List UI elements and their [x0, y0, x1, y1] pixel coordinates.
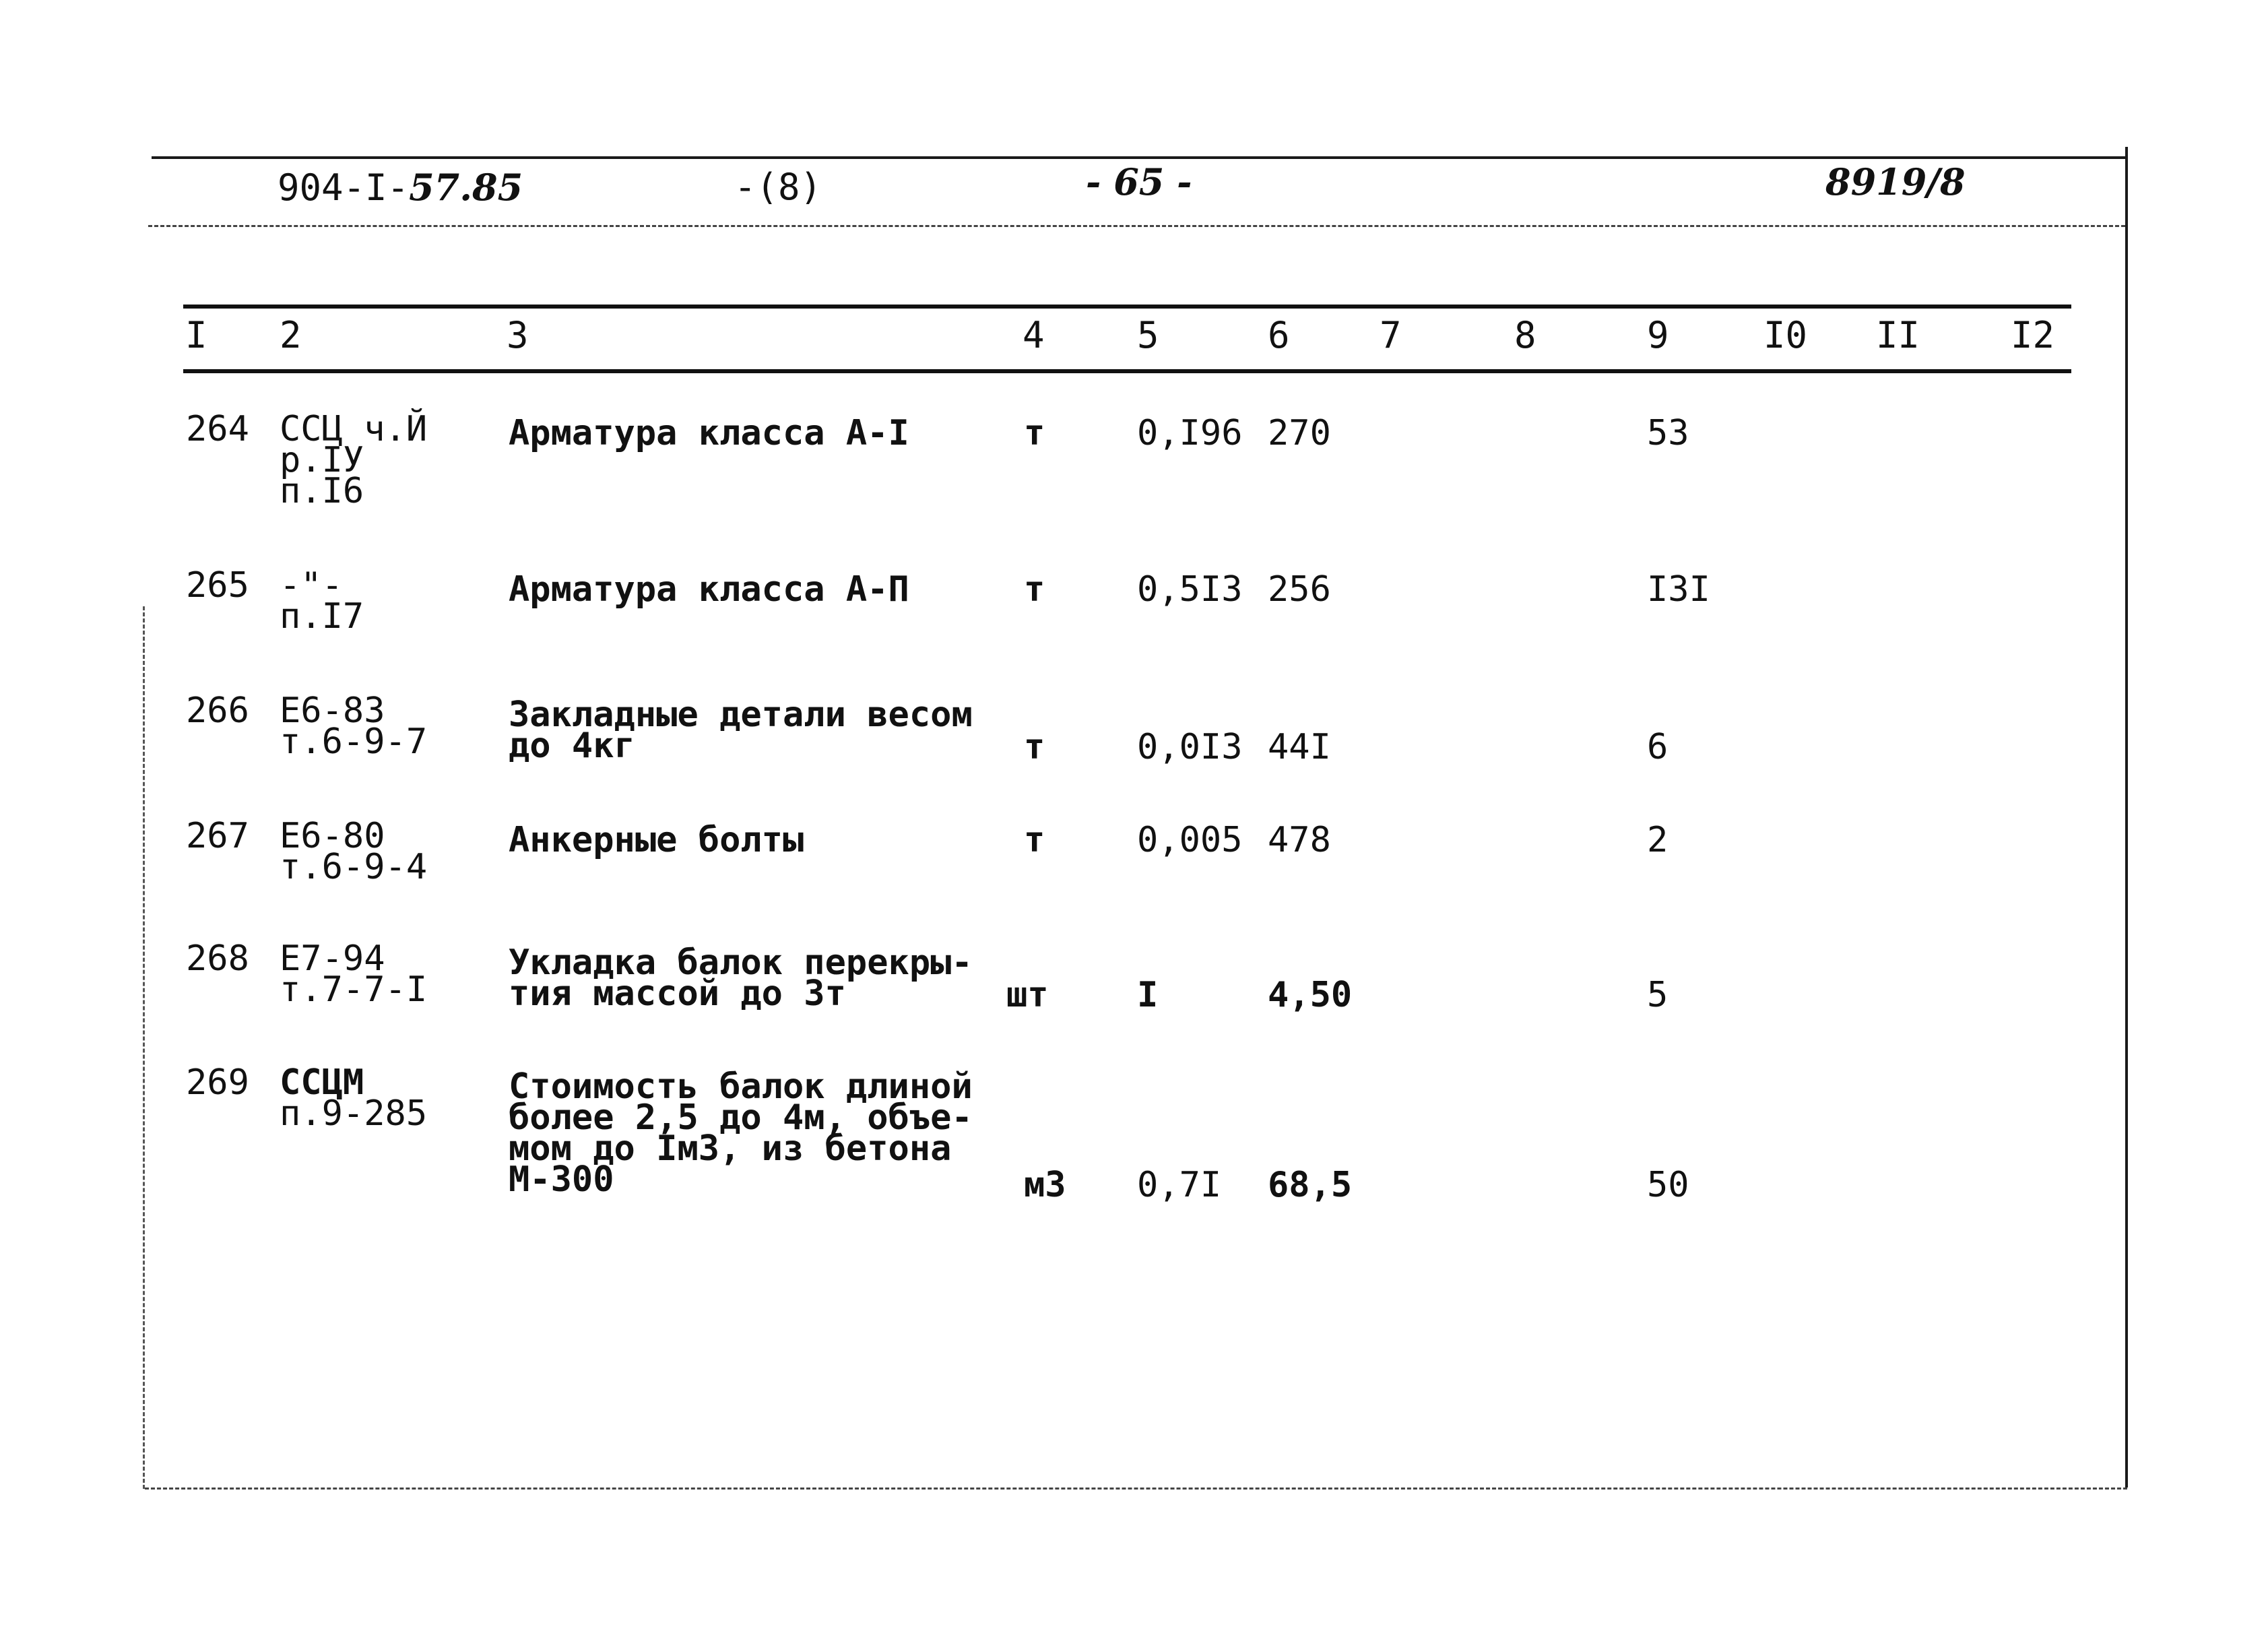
archive-number: 8919/8	[1825, 160, 1966, 203]
row-267-quantity: 0,005	[1137, 820, 1243, 860]
row-268-source	[280, 938, 428, 1010]
table-header-rule	[183, 369, 2071, 373]
column-header-9: 9	[1647, 314, 1669, 356]
row-266-quantity: 0,0І3	[1137, 727, 1243, 767]
row-267-source	[280, 816, 428, 887]
row-264-quantity: 0,І96	[1137, 413, 1243, 453]
column-header-10: I0	[1763, 314, 1808, 356]
row-265-unit: т	[1024, 569, 1045, 610]
name-line: Закладные детали весом	[509, 695, 973, 735]
source-line: т.6-9-7	[280, 722, 428, 762]
row-264-number: 264	[186, 409, 249, 449]
name-line: более 2,5 до 4м, объе-	[509, 1097, 973, 1138]
name-line: Анкерные болты	[509, 820, 804, 860]
table-top-rule	[183, 305, 2071, 309]
name-line: Стоимость балок длиной	[509, 1066, 973, 1107]
name-line: М-300	[509, 1159, 614, 1200]
name-line: Укладка балок перекры-	[509, 942, 973, 983]
source-line: п.І7	[280, 596, 364, 637]
row-266-name	[509, 695, 973, 766]
row-265-total: І3І	[1647, 569, 1710, 610]
row-264-source	[280, 409, 428, 511]
column-header-2: 2	[280, 314, 302, 356]
row-268-total: 5	[1647, 975, 1668, 1015]
column-header-12: I2	[2011, 314, 2055, 356]
row-269-name	[509, 1066, 973, 1200]
column-header-3: 3	[507, 314, 529, 356]
document-code	[278, 167, 523, 208]
column-header-11: II	[1876, 314, 1920, 356]
column-header-6: 6	[1268, 314, 1290, 356]
row-269-source	[280, 1062, 428, 1134]
row-264-price: 270	[1268, 413, 1331, 453]
row-268-price: 4,50	[1268, 975, 1353, 1015]
header-separator-line	[148, 225, 2125, 227]
frame-right-line	[2125, 147, 2128, 1488]
source-line: -"-	[280, 565, 343, 606]
frame-bottom-line	[145, 1488, 2127, 1490]
row-267-unit: т	[1024, 820, 1045, 860]
row-265-name	[509, 569, 909, 610]
row-267-number: 267	[186, 816, 249, 856]
source-line: ССЦ ч.Й	[280, 409, 428, 449]
row-264-unit: т	[1024, 413, 1045, 453]
row-269-number: 269	[186, 1062, 249, 1103]
name-line: Арматура класса А-І	[509, 413, 909, 453]
column-header-8: 8	[1514, 314, 1536, 356]
row-266-number: 266	[186, 691, 249, 731]
frame-top-line	[152, 156, 2125, 159]
source-line: р.ІУ	[280, 440, 364, 480]
document-code-handwritten: 57.85	[409, 166, 523, 209]
source-line: т.6-9-4	[280, 847, 428, 887]
source-line: п.9-285	[280, 1093, 428, 1134]
page-number: - 65 -	[1086, 160, 1192, 203]
name-line: Арматура класса А-П	[509, 569, 909, 610]
source-line: т.7-7-І	[280, 969, 428, 1010]
row-269-unit: м3	[1024, 1165, 1066, 1205]
row-268-quantity: І	[1137, 975, 1159, 1015]
row-269-price: 68,5	[1268, 1165, 1353, 1205]
column-header-7: 7	[1380, 314, 1402, 356]
row-264-total: 53	[1647, 413, 1689, 453]
part-number: -(8)	[734, 166, 822, 208]
row-265-number: 265	[186, 565, 249, 606]
source-line: Е6-80	[280, 816, 385, 856]
row-267-name	[509, 820, 804, 860]
name-line: мом до Ім3, из бетона	[509, 1128, 952, 1169]
name-line: тия массой до 3т	[509, 973, 846, 1014]
row-269-total: 50	[1647, 1165, 1689, 1205]
source-line: ССЦМ	[280, 1062, 364, 1103]
name-line: до 4кг	[509, 726, 635, 766]
row-266-source	[280, 691, 428, 762]
source-line: Е6-83	[280, 691, 385, 731]
row-264-name	[509, 413, 909, 453]
column-header-1: I	[185, 314, 207, 356]
frame-left-line	[143, 606, 145, 1489]
document-code-prefix: 904-I-	[278, 166, 410, 209]
source-line: Е7-94	[280, 938, 385, 979]
row-266-price: 44І	[1268, 727, 1331, 767]
row-268-number: 268	[186, 938, 249, 979]
row-265-price: 256	[1268, 569, 1331, 610]
column-header-4: 4	[1023, 314, 1045, 356]
row-265-source	[280, 565, 364, 637]
row-268-unit: шт	[1006, 975, 1049, 1015]
row-265-quantity: 0,5І3	[1137, 569, 1243, 610]
column-header-5: 5	[1137, 314, 1159, 356]
source-line: п.І6	[280, 471, 364, 511]
row-268-name	[509, 942, 973, 1014]
row-266-unit: т	[1024, 727, 1045, 767]
row-269-quantity: 0,7І	[1137, 1165, 1222, 1205]
row-266-total: 6	[1647, 727, 1668, 767]
row-267-total: 2	[1647, 820, 1668, 860]
row-267-price: 478	[1268, 820, 1331, 860]
